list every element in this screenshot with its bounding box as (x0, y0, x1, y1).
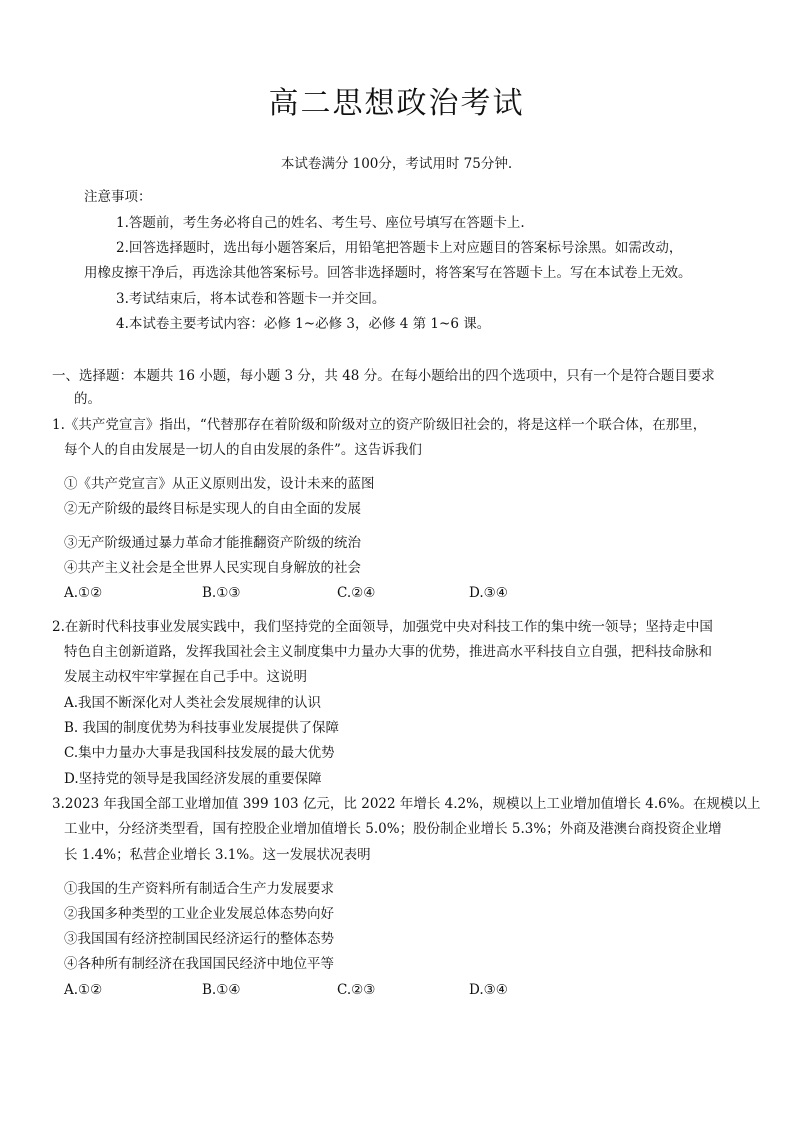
q3-statement: ①我国的生产资料所有制适合生产力发展要求 (64, 881, 334, 897)
q1-stem-line-2: 每个人的自由发展是一切人的自由发展的条件”。这告诉我们 (64, 442, 422, 458)
note-item-1: 1.答题前，考生务必将自己的姓名、考生号、座位号填写在答题卡上. (116, 215, 525, 231)
q1-option-d[interactable]: D.③④ (469, 585, 508, 601)
q2-stem-line-3: 发展主动权牢牢掌握在自己手中。这说明 (64, 669, 307, 685)
q3-statement: ④各种所有制经济在我国国民经济中地位平等 (64, 956, 334, 972)
notes-heading: 注意事项： (84, 189, 152, 205)
exam-title: 高二思想政治考试 (268, 86, 525, 121)
note-item-2: 2.回答选择题时，选出每小题答案后，用铅笔把答题卡上对应题目的答案标号涂黑。如需改动， (116, 240, 683, 256)
section-heading-cont: 的。 (74, 391, 101, 407)
q1-stem-line-1: 1.《共产党宣言》指出，“代替那存在着阶级和阶级对立的资产阶级旧社会的，将是这样一个联合体，在那里， (52, 417, 707, 433)
q2-option-d[interactable]: D.坚持党的领导是我国经济发展的重要保障 (64, 771, 322, 787)
q2-stem-line-2: 特色自主创新道路，发挥我国社会主义制度集中力量办大事的优势，推进高水平科技自立自强，把科技命脉和 (64, 644, 712, 660)
q3-option-d[interactable]: D.③④ (469, 982, 508, 998)
q1-statement: ②无产阶级的最终目标是实现人的自由全面的发展 (64, 501, 361, 517)
q3-stem-line-3: 长 1.4%；私营企业增长 3.1%。这一发展状况表明 (64, 847, 371, 863)
q2-option-a[interactable]: A.我国不断深化对人类社会发展规律的认识 (64, 695, 322, 711)
q1-statement: ③无产阶级通过暴力革命才能推翻资产阶级的统治 (64, 535, 361, 551)
q3-option-c[interactable]: C.②③ (337, 982, 376, 998)
q3-statement: ②我国多种类型的工业企业发展总体态势向好 (64, 906, 334, 922)
q1-statement: ④共产主义社会是全世界人民实现自身解放的社会 (64, 560, 361, 576)
q3-option-b[interactable]: B.①④ (202, 982, 241, 998)
q2-stem-line-1: 2.在新时代科技事业发展实践中，我们坚持党的全面领导，加强党中央对科技工作的集中统一领导；坚持走中国 (52, 619, 713, 635)
q1-option-a[interactable]: A.①② (64, 585, 103, 601)
exam-subtitle: 本试卷满分 100分，考试用时 75分钟. (280, 156, 513, 172)
q2-option-b[interactable]: B. 我国的制度优势为科技事业发展提供了保障 (64, 720, 340, 736)
q3-stem-line-2: 工业中，分经济类型看，国有控股企业增加值增长 5.0%；股份制企业增长 5.3%；外商及港澳台商投资企业增 (64, 821, 722, 837)
note-item-4: 4.本试卷主要考试内容：必修 1~必修 3，必修 4 第 1~6 课。 (116, 316, 491, 332)
q3-options (64, 980, 764, 1000)
q1-option-c[interactable]: C.②④ (337, 585, 376, 601)
q1-options (64, 583, 764, 603)
note-item-2-cont: 用橡皮擦干净后，再选涂其他答案标号。回答非选择题时，将答案写在答题卡上。写在本试卷上无效。 (84, 265, 692, 281)
q3-stem-line-1: 3.2023 年我国全部工业增加值 399 103 亿元，比 2022 年增长 4.2%，规模以上工业增加值增长 4.6%。在规模以上 (52, 796, 761, 812)
section-heading: 一、选择题：本题共 16 小题，每小题 3 分，共 48 分。在每小题给出的四个选项中，只有一个是符合题目要求 (52, 368, 715, 384)
note-item-3: 3.考试结束后，将本试卷和答题卡一并交回。 (116, 291, 386, 307)
q1-option-b[interactable]: B.①③ (202, 585, 241, 601)
q2-option-c[interactable]: C.集中力量办大事是我国科技发展的最大优势 (64, 745, 335, 761)
q3-statement: ③我国国有经济控制国民经济运行的整体态势 (64, 931, 334, 947)
q1-statement: ①《共产党宣言》从正义原则出发，设计未来的蓝图 (64, 476, 375, 492)
q3-option-a[interactable]: A.①② (64, 982, 103, 998)
